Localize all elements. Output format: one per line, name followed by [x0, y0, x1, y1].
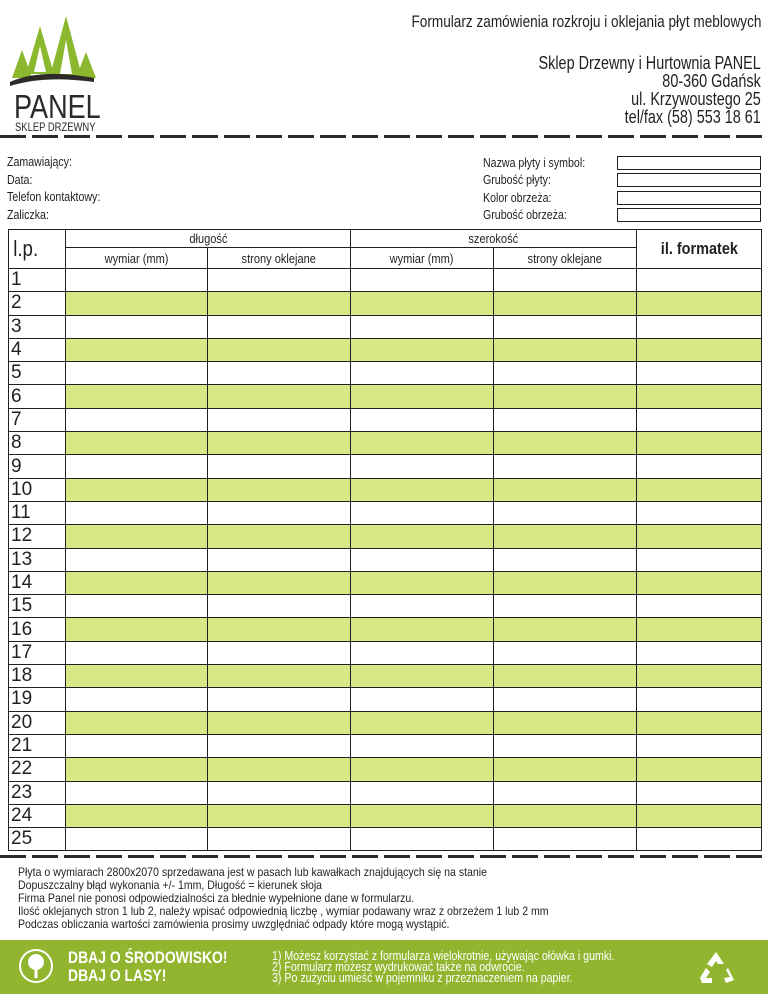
width-size-cell[interactable]: [351, 548, 494, 571]
width-edged-cell[interactable]: [494, 269, 637, 292]
count-cell[interactable]: [637, 571, 762, 594]
table-row: [9, 385, 762, 408]
width-size-cell[interactable]: [351, 618, 494, 641]
slogan: [68, 949, 228, 985]
row-number: 5: [9, 362, 66, 385]
length-size-cell[interactable]: [66, 688, 208, 711]
length-edged-cell[interactable]: [208, 455, 351, 478]
street: ul. Krzywoustego 25: [631, 89, 761, 109]
row-number: 19: [9, 688, 66, 711]
width-edged-cell[interactable]: [494, 711, 637, 734]
width-edged-cell[interactable]: [494, 362, 637, 385]
length-size-cell[interactable]: [66, 665, 208, 688]
tip-1: 1) Możesz korzystać z formularza wielokrotnie, używając ołówka i gumki.: [272, 949, 615, 963]
width-size-cell[interactable]: [351, 385, 494, 408]
count-header: il. formatek: [637, 230, 762, 269]
tree-logo-icon: [6, 12, 98, 92]
length-edged-cell[interactable]: [208, 385, 351, 408]
row-number: 6: [9, 385, 66, 408]
note-4: Ilość oklejanych stron 1 lub 2, należy wpisać odpowiednią liczbę , wymiar podawany wraz z obrzeżem 1 lub 2 mm: [18, 904, 549, 918]
count-cell[interactable]: [637, 385, 762, 408]
table-row: [9, 641, 762, 664]
table-row: [9, 501, 762, 524]
count-cell[interactable]: [637, 338, 762, 361]
length-header: długość: [66, 230, 351, 248]
length-edged-cell[interactable]: [208, 804, 351, 827]
row-number: 17: [9, 641, 66, 664]
width-edged-cell[interactable]: [494, 292, 637, 315]
count-cell[interactable]: [637, 781, 762, 804]
row-number: 9: [9, 455, 66, 478]
lp-header: l.p.: [9, 230, 66, 269]
table-row: [9, 734, 762, 757]
panel-logo: [6, 12, 101, 134]
count-cell[interactable]: [637, 432, 762, 455]
edge-color-label: Kolor obrzeża:: [483, 190, 552, 205]
tip-2: 2) Formularz możesz wydrukować także na odwrocie.: [272, 960, 525, 974]
count-cell[interactable]: [637, 711, 762, 734]
board-fields: [483, 154, 761, 224]
width-size-cell[interactable]: [351, 269, 494, 292]
row-number: 1: [9, 269, 66, 292]
width-size-cell[interactable]: [351, 432, 494, 455]
width-edged-cell[interactable]: [494, 571, 637, 594]
deposit-label: Zaliczka:: [7, 207, 49, 222]
width-size-cell[interactable]: [351, 641, 494, 664]
length-edged-header: strony oklejane: [208, 248, 351, 269]
orderer-label: Zamawiający:: [7, 155, 72, 169]
length-size-cell[interactable]: [66, 292, 208, 315]
date-label: Data:: [7, 172, 33, 187]
count-cell[interactable]: [637, 525, 762, 548]
count-cell[interactable]: [637, 408, 762, 431]
table-row: [9, 595, 762, 618]
width-edged-cell[interactable]: [494, 734, 637, 757]
table-row: [9, 758, 762, 781]
length-size-cell[interactable]: [66, 432, 208, 455]
table-row: [9, 548, 762, 571]
note-2: Dopuszczalny błąd wykonania +/- 1mm, Długość = kierunek słoja: [18, 878, 323, 892]
width-size-cell[interactable]: [351, 525, 494, 548]
width-size-cell[interactable]: [351, 292, 494, 315]
length-edged-cell[interactable]: [208, 478, 351, 501]
count-cell[interactable]: [637, 618, 762, 641]
width-size-cell[interactable]: [351, 571, 494, 594]
eco-footer: [0, 940, 768, 994]
board-name-label: Nazwa płyty i symbol:: [483, 155, 586, 170]
width-edged-header: strony oklejane: [494, 248, 637, 269]
row-number: 2: [9, 292, 66, 315]
row-number: 18: [9, 665, 66, 688]
width-header: szerokość: [351, 230, 637, 248]
width-size-cell[interactable]: [351, 501, 494, 524]
count-cell[interactable]: [637, 734, 762, 757]
width-edged-cell[interactable]: [494, 525, 637, 548]
width-edged-cell[interactable]: [494, 804, 637, 827]
count-cell[interactable]: [637, 688, 762, 711]
slogan-line-1: DBAJ O ŚRODOWISKO!: [68, 948, 228, 967]
count-cell[interactable]: [637, 804, 762, 827]
width-edged-cell[interactable]: [494, 338, 637, 361]
length-edged-cell[interactable]: [208, 665, 351, 688]
length-size-cell[interactable]: [66, 338, 208, 361]
row-number: 22: [9, 758, 66, 781]
row-number: 11: [9, 501, 66, 524]
table-row: [9, 269, 762, 292]
table-row: [9, 525, 762, 548]
row-number: 24: [9, 804, 66, 827]
width-size-cell[interactable]: [351, 408, 494, 431]
width-edged-cell[interactable]: [494, 478, 637, 501]
width-size-cell[interactable]: [351, 595, 494, 618]
row-number: 15: [9, 595, 66, 618]
board-thickness-box[interactable]: [617, 173, 761, 187]
length-edged-cell[interactable]: [208, 408, 351, 431]
width-edged-cell[interactable]: [494, 781, 637, 804]
edge-thickness-box[interactable]: [617, 208, 761, 222]
slogan-line-2: DBAJ O LASY!: [68, 966, 167, 985]
table-row: [9, 618, 762, 641]
width-size-cell[interactable]: [351, 338, 494, 361]
table-row: [9, 781, 762, 804]
note-1: Płyta o wymiarach 2800x2070 sprzedawana jest w pasach lub kawałkach znajdujących się na stanie: [18, 865, 488, 879]
length-edged-cell[interactable]: [208, 618, 351, 641]
count-cell[interactable]: [637, 665, 762, 688]
table-row: [9, 665, 762, 688]
length-edged-cell[interactable]: [208, 781, 351, 804]
length-edged-cell[interactable]: [208, 292, 351, 315]
length-edged-cell[interactable]: [208, 548, 351, 571]
width-edged-cell[interactable]: [494, 828, 637, 851]
top-divider: [0, 135, 768, 138]
length-size-cell[interactable]: [66, 595, 208, 618]
table-row: [9, 478, 762, 501]
customer-fields: [7, 154, 117, 224]
tip-3: 3) Po zużyciu umieść w pojemniku z przeznaczeniem na papier.: [272, 971, 573, 985]
logo-subtitle: SKLEP DRZEWNY: [15, 122, 96, 134]
width-size-cell[interactable]: [351, 362, 494, 385]
width-edged-cell[interactable]: [494, 385, 637, 408]
width-size-cell[interactable]: [351, 758, 494, 781]
length-edged-cell[interactable]: [208, 641, 351, 664]
tree-circle-icon: [18, 948, 54, 984]
table-row: [9, 455, 762, 478]
width-size-cell[interactable]: [351, 315, 494, 338]
table-row: [9, 292, 762, 315]
count-cell[interactable]: [637, 362, 762, 385]
width-edged-cell[interactable]: [494, 501, 637, 524]
postal-city: 80-360 Gdańsk: [662, 71, 761, 91]
count-cell[interactable]: [637, 269, 762, 292]
width-size-cell[interactable]: [351, 711, 494, 734]
width-size-cell[interactable]: [351, 828, 494, 851]
length-size-cell[interactable]: [66, 455, 208, 478]
length-size-cell[interactable]: [66, 641, 208, 664]
length-edged-cell[interactable]: [208, 711, 351, 734]
width-size-cell[interactable]: [351, 688, 494, 711]
row-number: 13: [9, 548, 66, 571]
count-cell[interactable]: [637, 548, 762, 571]
row-number: 16: [9, 618, 66, 641]
row-number: 23: [9, 781, 66, 804]
row-number: 8: [9, 432, 66, 455]
length-size-cell[interactable]: [66, 548, 208, 571]
table-row: [9, 711, 762, 734]
length-edged-cell[interactable]: [208, 501, 351, 524]
width-size-cell[interactable]: [351, 804, 494, 827]
row-number: 25: [9, 828, 66, 851]
count-cell[interactable]: [637, 292, 762, 315]
width-size-header: wymiar (mm): [351, 248, 494, 269]
length-size-header: wymiar (mm): [66, 248, 208, 269]
length-edged-cell[interactable]: [208, 338, 351, 361]
width-edged-cell[interactable]: [494, 688, 637, 711]
width-edged-cell[interactable]: [494, 408, 637, 431]
count-cell[interactable]: [637, 758, 762, 781]
length-size-cell[interactable]: [66, 571, 208, 594]
recycle-icon: [696, 950, 736, 986]
length-size-cell[interactable]: [66, 758, 208, 781]
width-size-cell[interactable]: [351, 734, 494, 757]
form-title: Formularz zamówienia rozkroju i oklejania płyt meblowych: [411, 12, 761, 31]
count-cell[interactable]: [637, 595, 762, 618]
length-edged-cell[interactable]: [208, 315, 351, 338]
width-size-cell[interactable]: [351, 781, 494, 804]
length-size-cell[interactable]: [66, 525, 208, 548]
width-edged-cell[interactable]: [494, 641, 637, 664]
table-row: [9, 338, 762, 361]
width-size-cell[interactable]: [351, 665, 494, 688]
edge-color-box[interactable]: [617, 191, 761, 205]
width-edged-cell[interactable]: [494, 595, 637, 618]
length-edged-cell[interactable]: [208, 571, 351, 594]
length-size-cell[interactable]: [66, 828, 208, 851]
row-number: 12: [9, 525, 66, 548]
order-table: [8, 229, 762, 851]
length-edged-cell[interactable]: [208, 362, 351, 385]
phone: tel/fax (58) 553 18 61: [624, 107, 761, 127]
length-edged-cell[interactable]: [208, 525, 351, 548]
bottom-divider: [0, 855, 768, 858]
company-address: [539, 54, 761, 126]
row-number: 10: [9, 478, 66, 501]
count-cell[interactable]: [637, 455, 762, 478]
note-5: Podczas obliczania wartości zamówienia prosimy uwzględniać odpady które mogą wystąpić.: [18, 917, 450, 931]
table-row: [9, 571, 762, 594]
edge-thickness-label: Grubość obrzeża:: [483, 208, 567, 223]
length-size-cell[interactable]: [66, 478, 208, 501]
length-edged-cell[interactable]: [208, 734, 351, 757]
row-number: 21: [9, 734, 66, 757]
row-number: 4: [9, 338, 66, 361]
width-edged-cell[interactable]: [494, 548, 637, 571]
table-row: [9, 432, 762, 455]
width-size-cell[interactable]: [351, 478, 494, 501]
length-size-cell[interactable]: [66, 618, 208, 641]
length-edged-cell[interactable]: [208, 688, 351, 711]
length-size-cell[interactable]: [66, 781, 208, 804]
table-row: [9, 688, 762, 711]
board-thickness-label: Grubość płyty:: [483, 173, 551, 188]
length-edged-cell[interactable]: [208, 432, 351, 455]
length-size-cell[interactable]: [66, 362, 208, 385]
length-size-cell[interactable]: [66, 804, 208, 827]
notes: [18, 866, 621, 931]
row-number: 14: [9, 571, 66, 594]
eco-tips: [272, 951, 675, 984]
count-cell[interactable]: [637, 315, 762, 338]
length-size-cell[interactable]: [66, 408, 208, 431]
table-row: [9, 408, 762, 431]
length-size-cell[interactable]: [66, 711, 208, 734]
row-number: 20: [9, 711, 66, 734]
table-row: [9, 362, 762, 385]
note-3: Firma Panel nie ponosi odpowiedzialności za błednie wypełnione dane w formularzu.: [18, 891, 415, 905]
length-edged-cell[interactable]: [208, 595, 351, 618]
width-edged-cell[interactable]: [494, 618, 637, 641]
count-cell[interactable]: [637, 478, 762, 501]
phone-label: Telefon kontaktowy:: [7, 190, 101, 204]
count-cell[interactable]: [637, 641, 762, 664]
width-edged-cell[interactable]: [494, 665, 637, 688]
row-number: 7: [9, 408, 66, 431]
length-edged-cell[interactable]: [208, 758, 351, 781]
logo-name: PANEL: [14, 88, 101, 125]
length-edged-cell[interactable]: [208, 269, 351, 292]
length-size-cell[interactable]: [66, 315, 208, 338]
width-edged-cell[interactable]: [494, 455, 637, 478]
board-name-box[interactable]: [617, 156, 761, 170]
table-row: [9, 315, 762, 338]
length-size-cell[interactable]: [66, 269, 208, 292]
count-cell[interactable]: [637, 828, 762, 851]
table-row: [9, 804, 762, 827]
table-row: [9, 828, 762, 851]
width-edged-cell[interactable]: [494, 432, 637, 455]
company-name: Sklep Drzewny i Hurtownia PANEL: [538, 53, 761, 73]
length-size-cell[interactable]: [66, 385, 208, 408]
width-edged-cell[interactable]: [494, 758, 637, 781]
width-size-cell[interactable]: [351, 455, 494, 478]
length-size-cell[interactable]: [66, 501, 208, 524]
count-cell[interactable]: [637, 501, 762, 524]
width-edged-cell[interactable]: [494, 315, 637, 338]
length-edged-cell[interactable]: [208, 828, 351, 851]
length-size-cell[interactable]: [66, 734, 208, 757]
row-number: 3: [9, 315, 66, 338]
